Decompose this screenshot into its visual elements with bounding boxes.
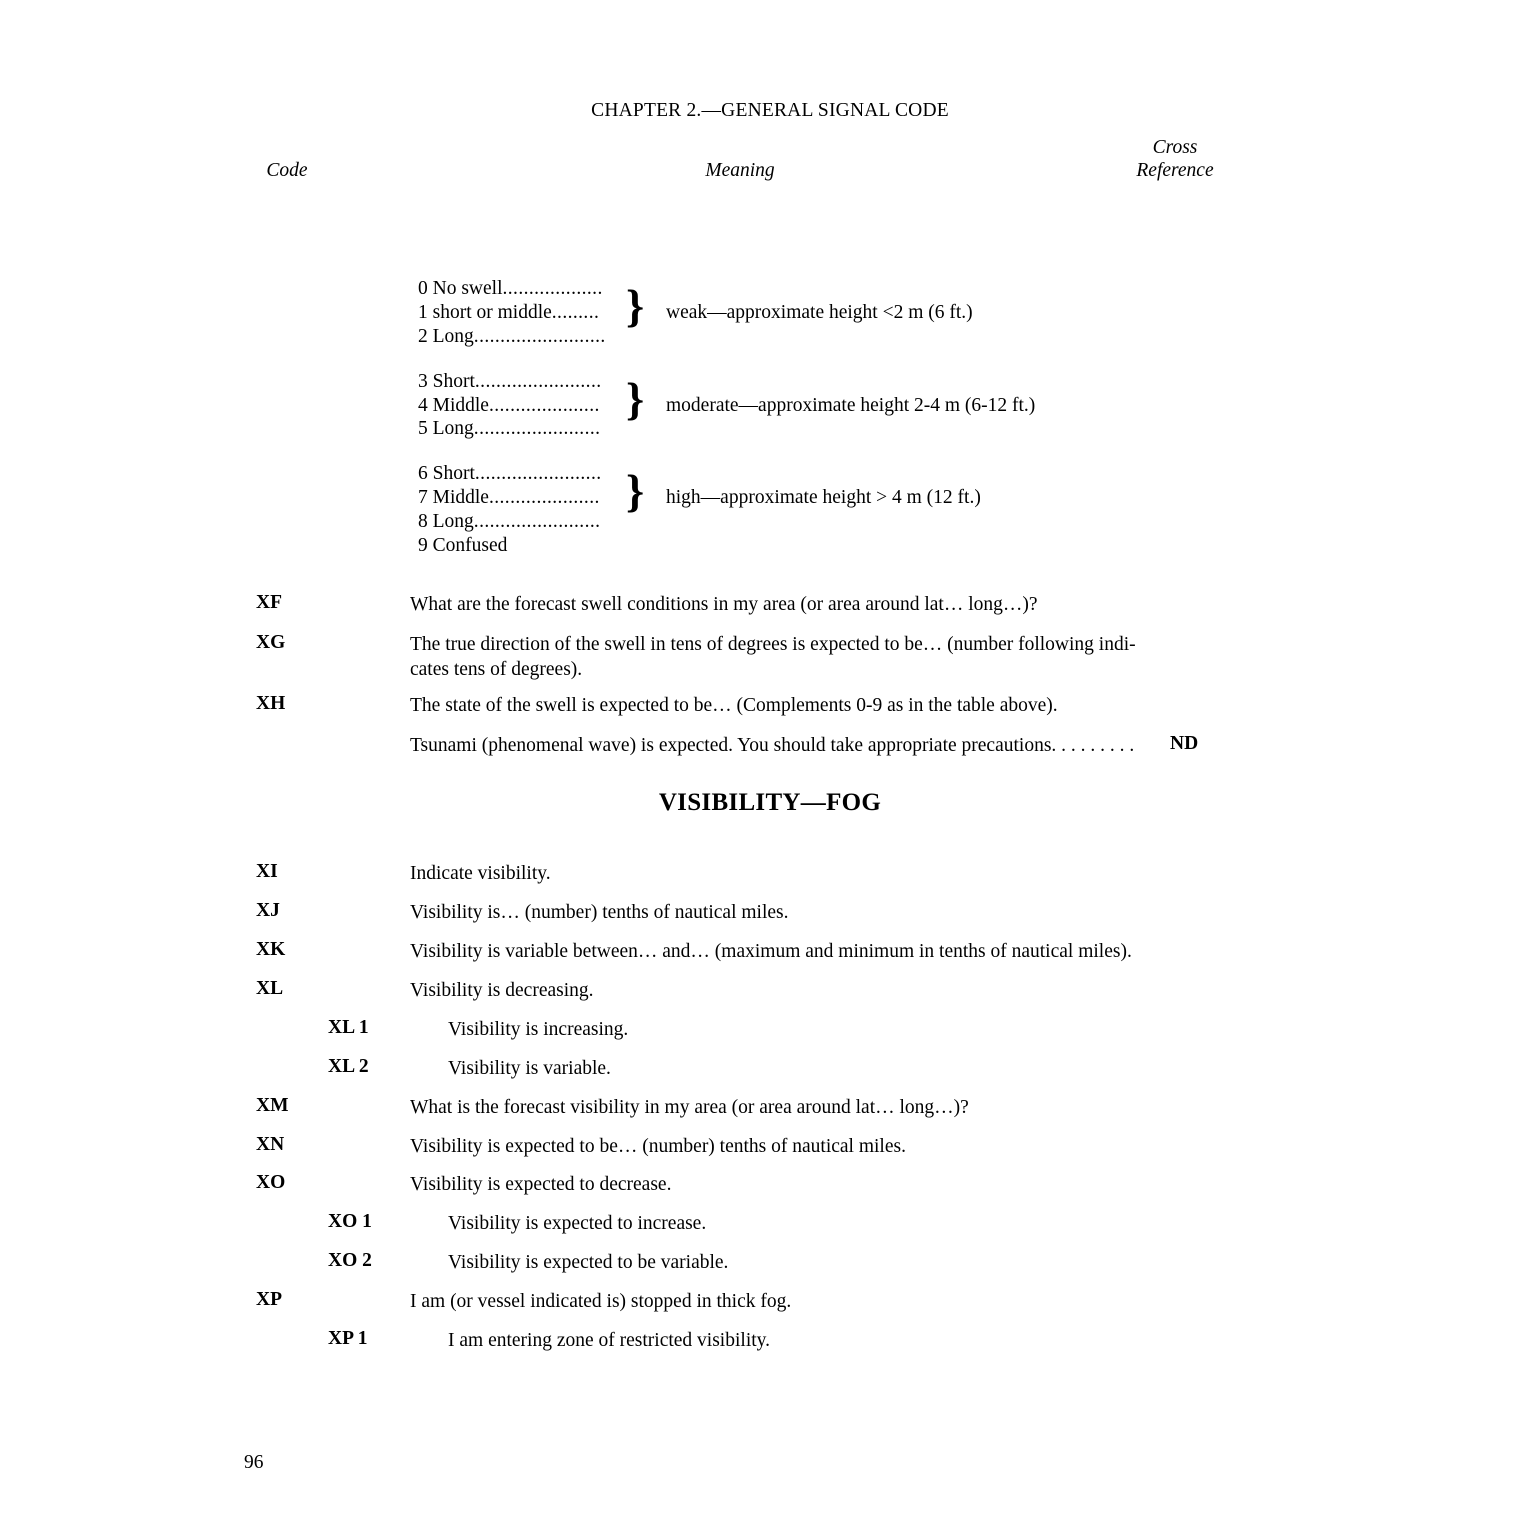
swell-item: 7 Middle.....................	[418, 487, 600, 509]
running-head: CHAPTER 2.—GENERAL SIGNAL CODE	[591, 100, 949, 121]
swell-item: 8 Long........................	[418, 511, 601, 532]
code-label: XL	[256, 978, 284, 999]
swell-item: 9 Confused	[418, 534, 508, 556]
code-label: XI	[256, 861, 278, 882]
code-label: XL 2	[328, 1056, 369, 1077]
code-meaning: Visibility is expected to increase.	[448, 1213, 707, 1234]
cross-reference-value: ND	[1170, 733, 1199, 754]
page-number: 96	[244, 1452, 264, 1473]
column-header-cross-reference-line1: Cross	[1152, 137, 1198, 158]
code-label: XO	[256, 1172, 286, 1193]
code-meaning: Visibility is… (number) tenths of nautical miles.	[410, 902, 789, 923]
code-label: XH	[256, 693, 286, 714]
code-meaning: I am entering zone of restricted visibility.	[448, 1330, 771, 1351]
column-header-code: Code	[266, 160, 308, 181]
swell-item: 5 Long........................	[418, 418, 601, 440]
swell-group-items	[418, 370, 606, 442]
code-meaning: Visibility is increasing.	[448, 1019, 629, 1040]
swell-item: 1 short or middle.........	[418, 301, 600, 323]
code-meaning: Visibility is variable between… and… (maximum and minimum in tenths of nautical miles).	[410, 941, 1132, 962]
swell-group-description: high—approximate height > 4 m (12 ft.)	[666, 487, 981, 509]
swell-group	[418, 277, 1158, 349]
code-meaning: What is the forecast visibility in my area (or area around lat… long…)?	[410, 1097, 969, 1118]
code-label: XN	[256, 1134, 285, 1155]
code-label: XK	[256, 939, 286, 960]
code-label: XG	[256, 632, 286, 653]
code-label: XJ	[256, 900, 280, 921]
code-label: XO 1	[328, 1211, 372, 1232]
code-label: XM	[256, 1095, 289, 1116]
code-meaning: Visibility is expected to be… (number) tenths of nautical miles.	[410, 1136, 906, 1157]
code-label: XO 2	[328, 1250, 372, 1271]
code-meaning: Tsunami (phenomenal wave) is expected. You should take appropriate precautions. . . . . . . . .	[410, 735, 1135, 756]
swell-group-items	[418, 277, 606, 349]
code-label: XL 1	[328, 1017, 369, 1038]
swell-item: 3 Short........................	[418, 370, 602, 392]
swell-item: 0 No swell...................	[418, 278, 603, 299]
code-meaning: Visibility is expected to be variable.	[448, 1252, 729, 1273]
column-header-cross-reference-line2: Reference	[1136, 160, 1214, 181]
code-label: XP 1	[328, 1328, 368, 1349]
code-meaning: Visibility is variable.	[448, 1058, 611, 1079]
curly-brace-icon: }	[626, 372, 645, 424]
code-meaning: What are the forecast swell conditions in my area (or area around lat… long…)?	[410, 594, 1038, 615]
curly-brace-icon: }	[626, 465, 645, 517]
swell-item: 2 Long.........................	[418, 325, 606, 347]
column-header-meaning: Meaning	[705, 160, 775, 181]
swell-group	[418, 462, 1158, 558]
swell-group-items	[418, 462, 606, 558]
section-heading: VISIBILITY—FOG	[658, 789, 882, 816]
code-meaning: Indicate visibility.	[410, 863, 551, 884]
code-meaning: Visibility is expected to decrease.	[410, 1174, 672, 1195]
code-meaning: The true direction of the swell in tens of degrees is expected to be… (number following indi-cates tens of degrees).	[410, 634, 1136, 681]
swell-group	[418, 370, 1158, 442]
code-meaning: Visibility is decreasing.	[410, 980, 594, 1001]
code-label: XF	[256, 592, 282, 613]
swell-state-table	[418, 277, 1158, 558]
swell-group-description: weak—approximate height <2 m (6 ft.)	[666, 302, 973, 323]
code-label: XP	[256, 1289, 282, 1310]
swell-item: 6 Short........................	[418, 463, 602, 485]
code-meaning: I am (or vessel indicated is) stopped in thick fog.	[410, 1291, 792, 1312]
swell-item: 4 Middle.....................	[418, 394, 600, 416]
curly-brace-icon: }	[626, 280, 645, 331]
swell-group-description: moderate—approximate height 2-4 m (6-12 ft.)	[666, 394, 1036, 416]
code-meaning: The state of the swell is expected to be… (Complements 0-9 as in the table above).	[410, 695, 1058, 716]
column-header-cross-reference	[1095, 136, 1255, 182]
